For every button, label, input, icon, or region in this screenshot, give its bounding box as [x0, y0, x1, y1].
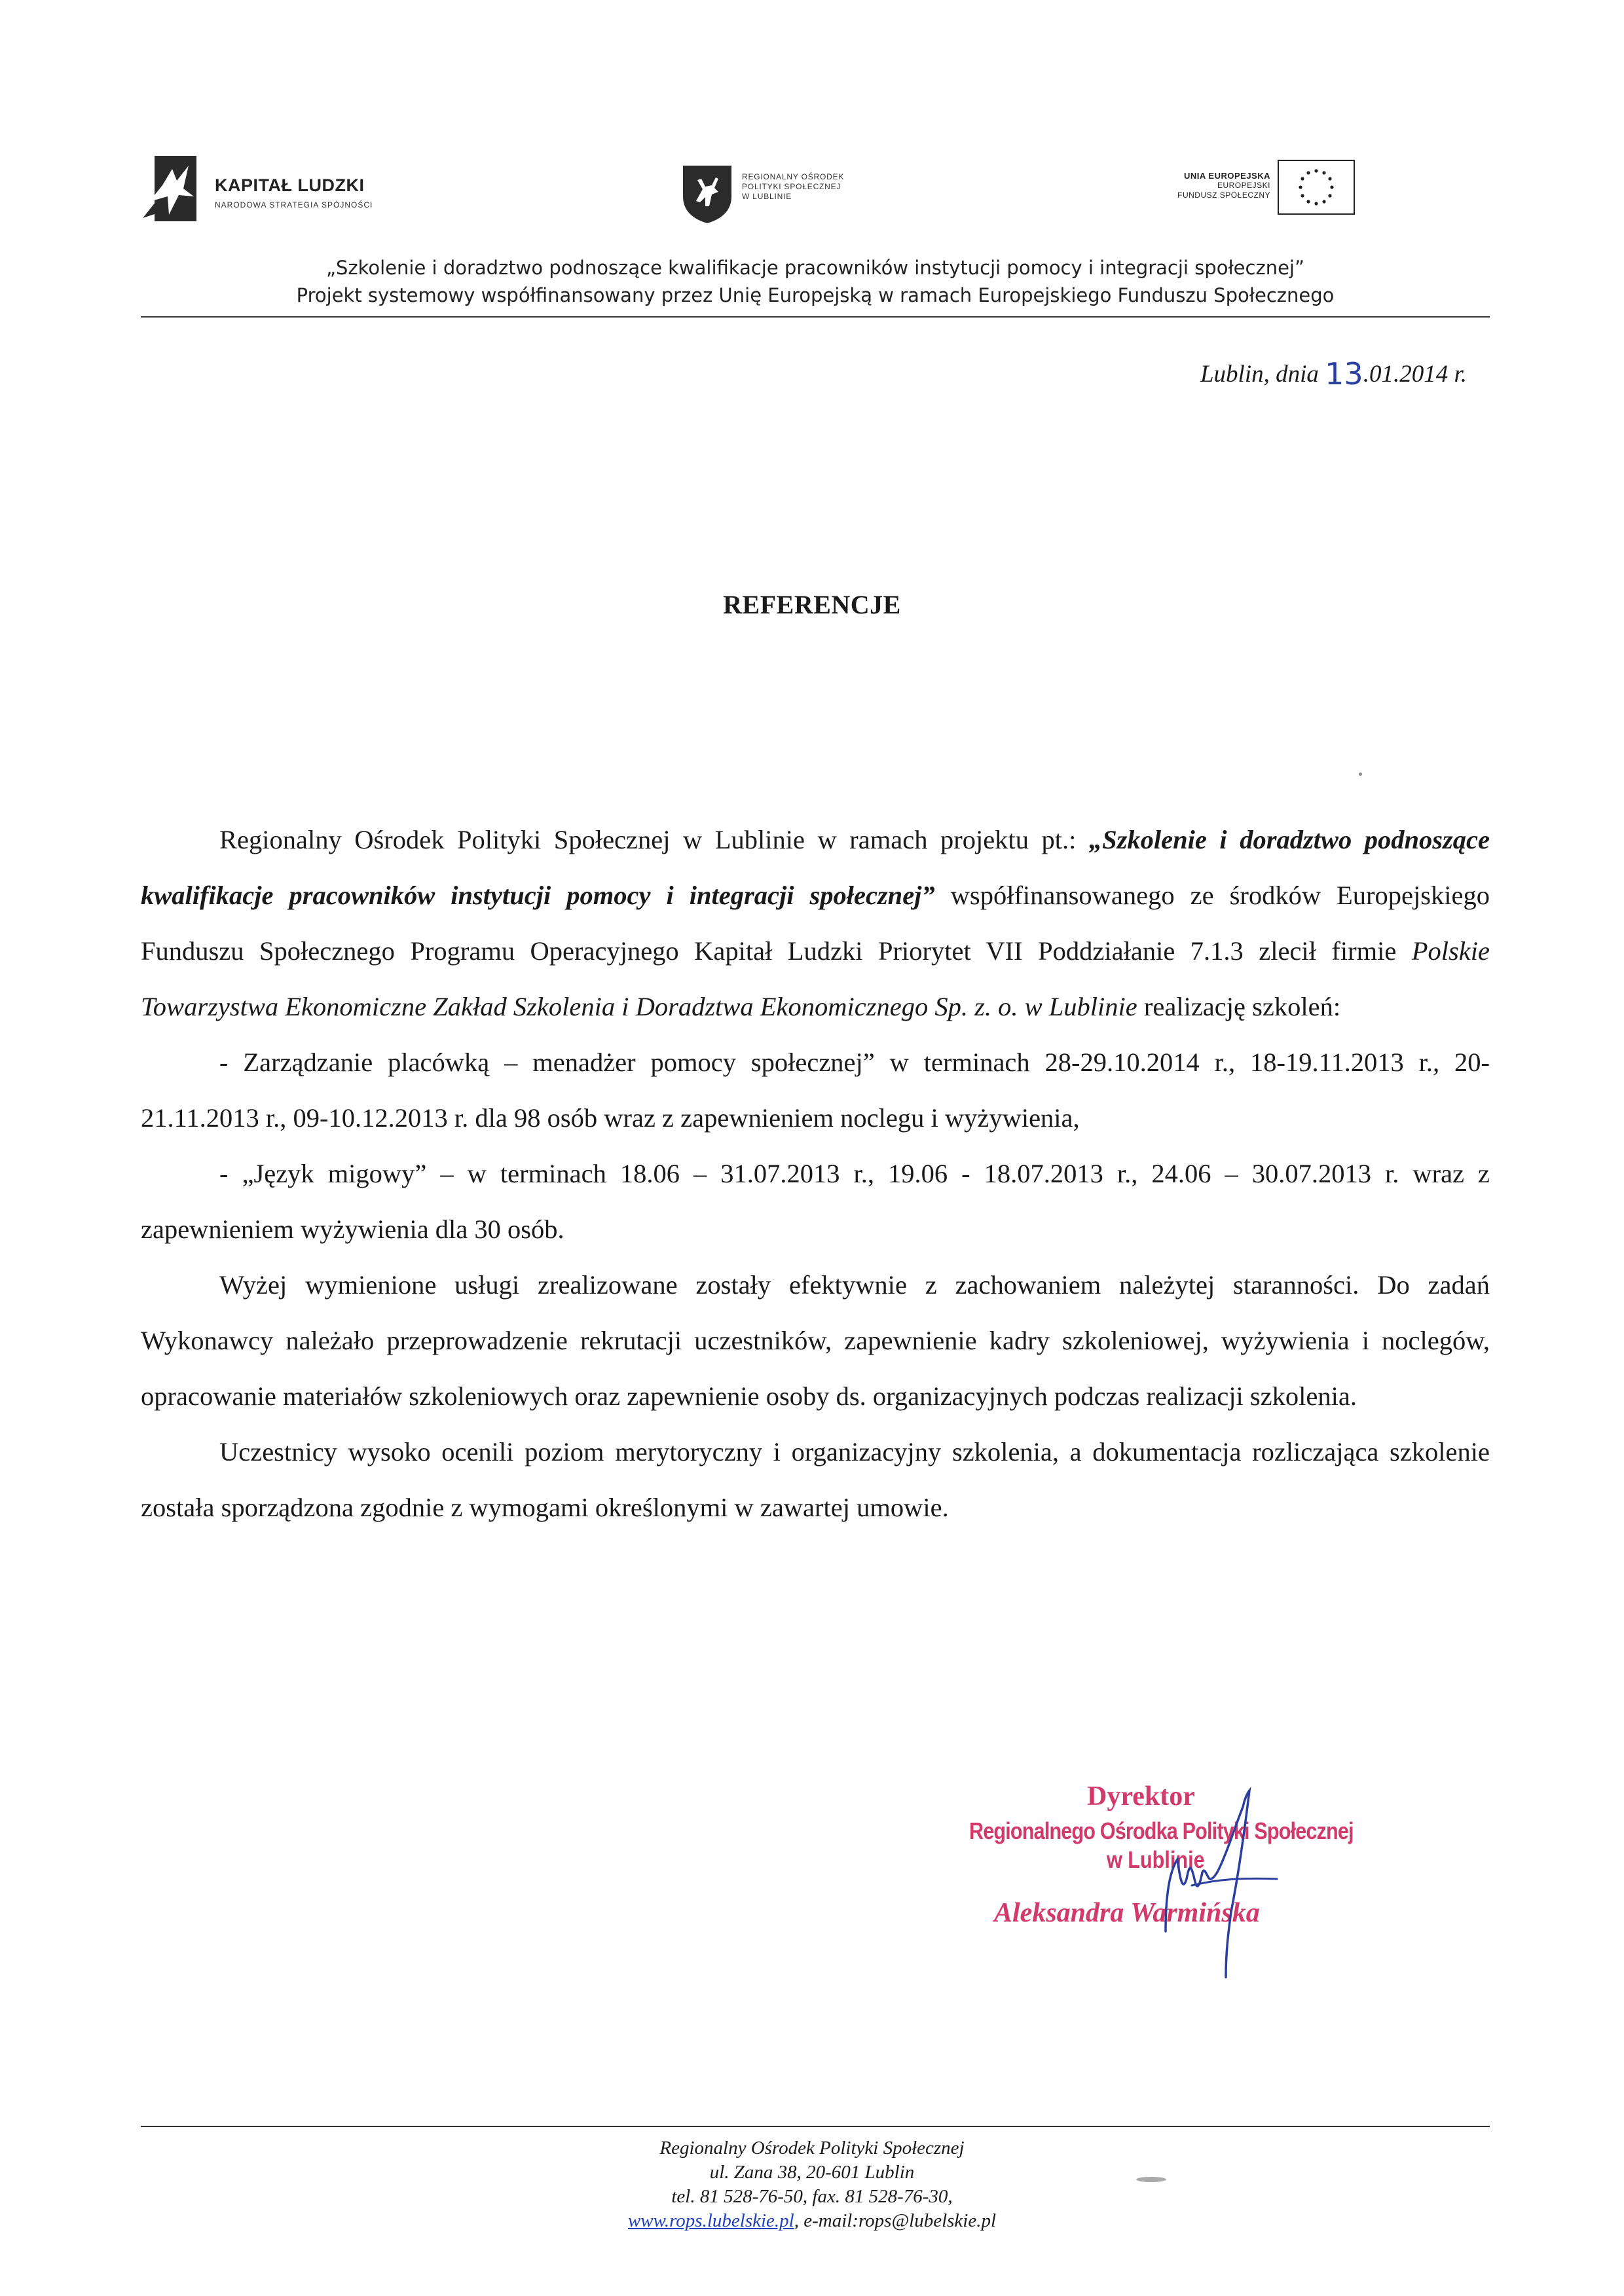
- eu-logo-line3: FUNDUSZ SPOŁECZNY: [1177, 191, 1270, 200]
- eu-flag-icon: [1277, 159, 1356, 215]
- scan-speck: [1136, 2177, 1166, 2182]
- date-prefix: Lublin, dnia: [1200, 361, 1325, 388]
- rops-logo-line2: POLITYKI SPOŁECZNEJ: [742, 182, 841, 191]
- intro-text-c: współfinansowanego ze środków Europejskiego Funduszu Społecznego Programu Operacyjnego Kapitał Ludzki Priorytet VII Poddziałanie 7.1.3 zlecił firmie: [141, 881, 1490, 966]
- footer-phone-fax: tel. 81 528-76-50, fax. 81 528-76-30,: [671, 2186, 953, 2207]
- footer-divider: [141, 2126, 1490, 2127]
- project-name: „Szkolenie i doradztwo podnoszące kwalifikacje pracowników instytucji pomocy i integracji społecznej”: [141, 825, 1490, 910]
- paragraph-participants: Uczestnicy wysoko ocenili poziom merytoryczny i organizacyjny szkolenia, a dokumentacja rozliczająca szkolenie została sporządzona zgodnie z wymogami określonymi w zawartej umowie.: [141, 1437, 1490, 1522]
- footer-contact: [0, 2136, 1624, 2233]
- deer-shield-icon: [678, 160, 737, 226]
- kapital-ludzki-logo: [143, 149, 418, 228]
- kapital-ludzki-subtitle: NARODOWA STRATEGIA SPÓJNOŚCI: [215, 200, 373, 210]
- rops-logo-line3: W LUBLINIE: [742, 192, 792, 201]
- rops-logo-line1: REGIONALNY OŚRODEK: [742, 172, 845, 181]
- footer-address: ul. Zana 38, 20-601 Lublin: [709, 2162, 915, 2183]
- footer-institution: Regionalny Ośrodek Polityki Społecznej: [659, 2138, 965, 2159]
- paragraph-evaluation: Wyżej wymienione usługi zrealizowane zostały efektywnie z zachowaniem należytej staranności. Do zadań Wykonawcy należało przeprowadzenie rekrutacji uczestników, zapewnienie kadry szkoleniowej, wyżywienia i noclegów, opracowanie materiałów szkoleniowych oraz zapewnienie osoby ds. organizacyjnych podczas realizacji szkolenia.: [141, 1270, 1490, 1411]
- stamp-title: Dyrektor: [1087, 1781, 1195, 1812]
- intro-text-e: realizację szkoleń:: [1137, 992, 1341, 1021]
- contractor-name: Polskie Towarzystwa Ekonomiczne Zakład Szkolenia i Doradztwa Ekonomicznego Sp. z. o. w Lublinie: [141, 936, 1490, 1021]
- date-suffix: .01.2014 r.: [1363, 361, 1467, 388]
- rops-logo-text: [742, 172, 844, 202]
- stamp-city: w Lublinie: [1107, 1846, 1205, 1873]
- rops-logo: [678, 160, 894, 226]
- date-day-handwritten: 13: [1325, 356, 1363, 392]
- header-divider: [141, 316, 1490, 318]
- training-item-1: - Zarządzanie placówką – menadżer pomocy społecznej” w terminach 28-29.10.2014 r., 18-19.11.2013 r., 20-21.11.2013 r., 09-10.12.2013 r. dla 98 osób wraz z zapewnieniem noclegu i wyżywienia,: [141, 1048, 1490, 1133]
- stamp-institution: Regionalnego Ośrodka Polityki Społecznej: [969, 1817, 1354, 1844]
- kapital-ludzki-title: KAPITAŁ LUDZKI: [215, 175, 365, 195]
- footer-web-email: [0, 2209, 1624, 2233]
- scan-speck: [1359, 773, 1362, 776]
- eu-logo-text: [1177, 171, 1270, 200]
- stamp-director-name: Aleksandra Warmińska: [994, 1898, 1260, 1928]
- document-body: [141, 812, 1490, 1535]
- document-title: REFERENCJE: [723, 590, 901, 619]
- eu-logo-line2: EUROPEJSKI: [1217, 181, 1270, 190]
- document-date: [1200, 354, 1467, 392]
- eu-logo-line1: UNIA EUROPEJSKA: [1184, 171, 1270, 181]
- footer-email: , e-mail:rops@lubelskie.pl: [794, 2210, 997, 2231]
- eu-logo: [1153, 159, 1356, 225]
- training-item-2: - „Język migowy” – w terminach 18.06 – 31.07.2013 r., 19.06 - 18.07.2013 r., 24.06 – 30.07.2013 r. wraz z zapewnieniem wyżywienia dla 30 osób.: [141, 1159, 1490, 1244]
- handwritten-signature-icon: [969, 1781, 1375, 1984]
- project-banner-line1: „Szkolenie i doradztwo podnoszące kwalifikacje pracowników instytucji pomocy i integracji społecznej”: [326, 257, 1304, 279]
- kapital-ludzki-emblem-icon: [143, 149, 208, 228]
- project-banner-line2: Projekt systemowy współfinansowany przez Unię Europejską w ramach Europejskiego Funduszu Społecznego: [296, 284, 1335, 306]
- director-stamp: [969, 1781, 1375, 1984]
- website-link[interactable]: www.rops.lubelskie.pl: [627, 2210, 794, 2231]
- intro-text-a: Regionalny Ośrodek Polityki Społecznej w Lublinie w ramach projektu pt.:: [219, 825, 1089, 854]
- paragraph-intro: [141, 812, 1490, 1034]
